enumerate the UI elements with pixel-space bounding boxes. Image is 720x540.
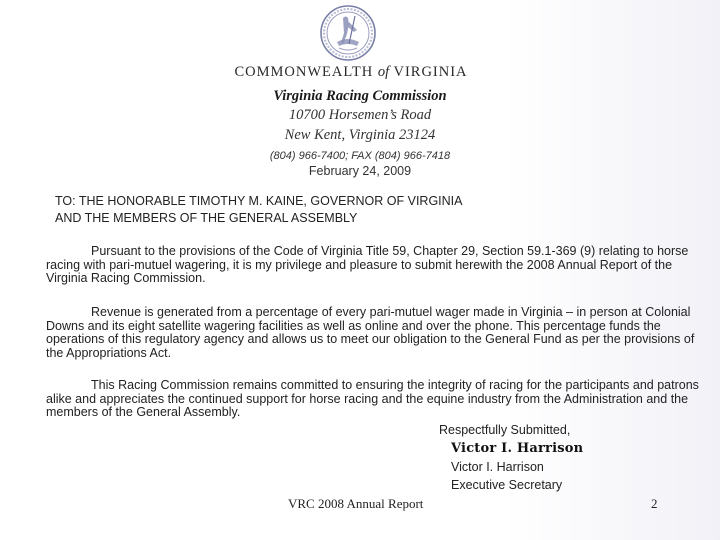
body-paragraph-3: This Racing Commission remains committed to ensuring the integrity of racing for the participants and patrons alike and appreciates the continued support for horse racing and the equine industry from the Administration and the members of the General Assembly. [46,378,699,419]
page-number: 2 [651,496,658,511]
signer-name: Victor I. Harrison [451,460,544,474]
letterhead-banner [198,0,504,84]
phone-fax: (804) 966-7400; FAX (804) 966-7418 [269,150,451,162]
address-line-1: 10700 Horsemen’s Road [288,107,432,123]
body-paragraph-1: Pursuant to the provisions of the Code of Virginia Title 59, Chapter 29, Section 59.1-369 (9) relating to horse racing with pari-mutuel wagering, it is my privilege and pleasure to submit herewith the 2008 Annual Report of the Virginia Racing Commission. [46,244,689,285]
wordmark-virginia: VIRGINIA [393,64,468,80]
virginia-state-seal-icon [319,4,377,62]
footer-report-title: VRC 2008 Annual Report [288,496,424,511]
wordmark-commonwealth: COMMONWEALTH [234,64,374,80]
address-line-2: New Kent, Virginia 23124 [284,127,436,143]
letterhead-wordmark [198,64,504,81]
signer-title: Executive Secretary [451,478,563,492]
agency-name: Virginia Racing Commission [273,88,447,104]
wordmark-of: of [377,64,390,80]
signature: Victor I. Harrison [451,441,584,456]
recipient-line-2: AND THE MEMBERS OF THE GENERAL ASSEMBLY [55,211,358,225]
letter-date: February 24, 2009 [308,164,412,178]
body-paragraph-2: Revenue is generated from a percentage of every pari-mutuel wager made in Virginia – in person at Colonial Downs and its eight satellite wagering facilities as well as online and over the phone. This percentage funds the operations of this regulatory agency and allows us to meet our obligation to the General Fund as per the provisions of the Appropriations Act. [46,305,695,360]
recipient-line-1: TO: THE HONORABLE TIMOTHY M. KAINE, GOVERNOR OF VIRGINIA [55,194,463,208]
closing-salutation: Respectfully Submitted, [439,423,571,437]
